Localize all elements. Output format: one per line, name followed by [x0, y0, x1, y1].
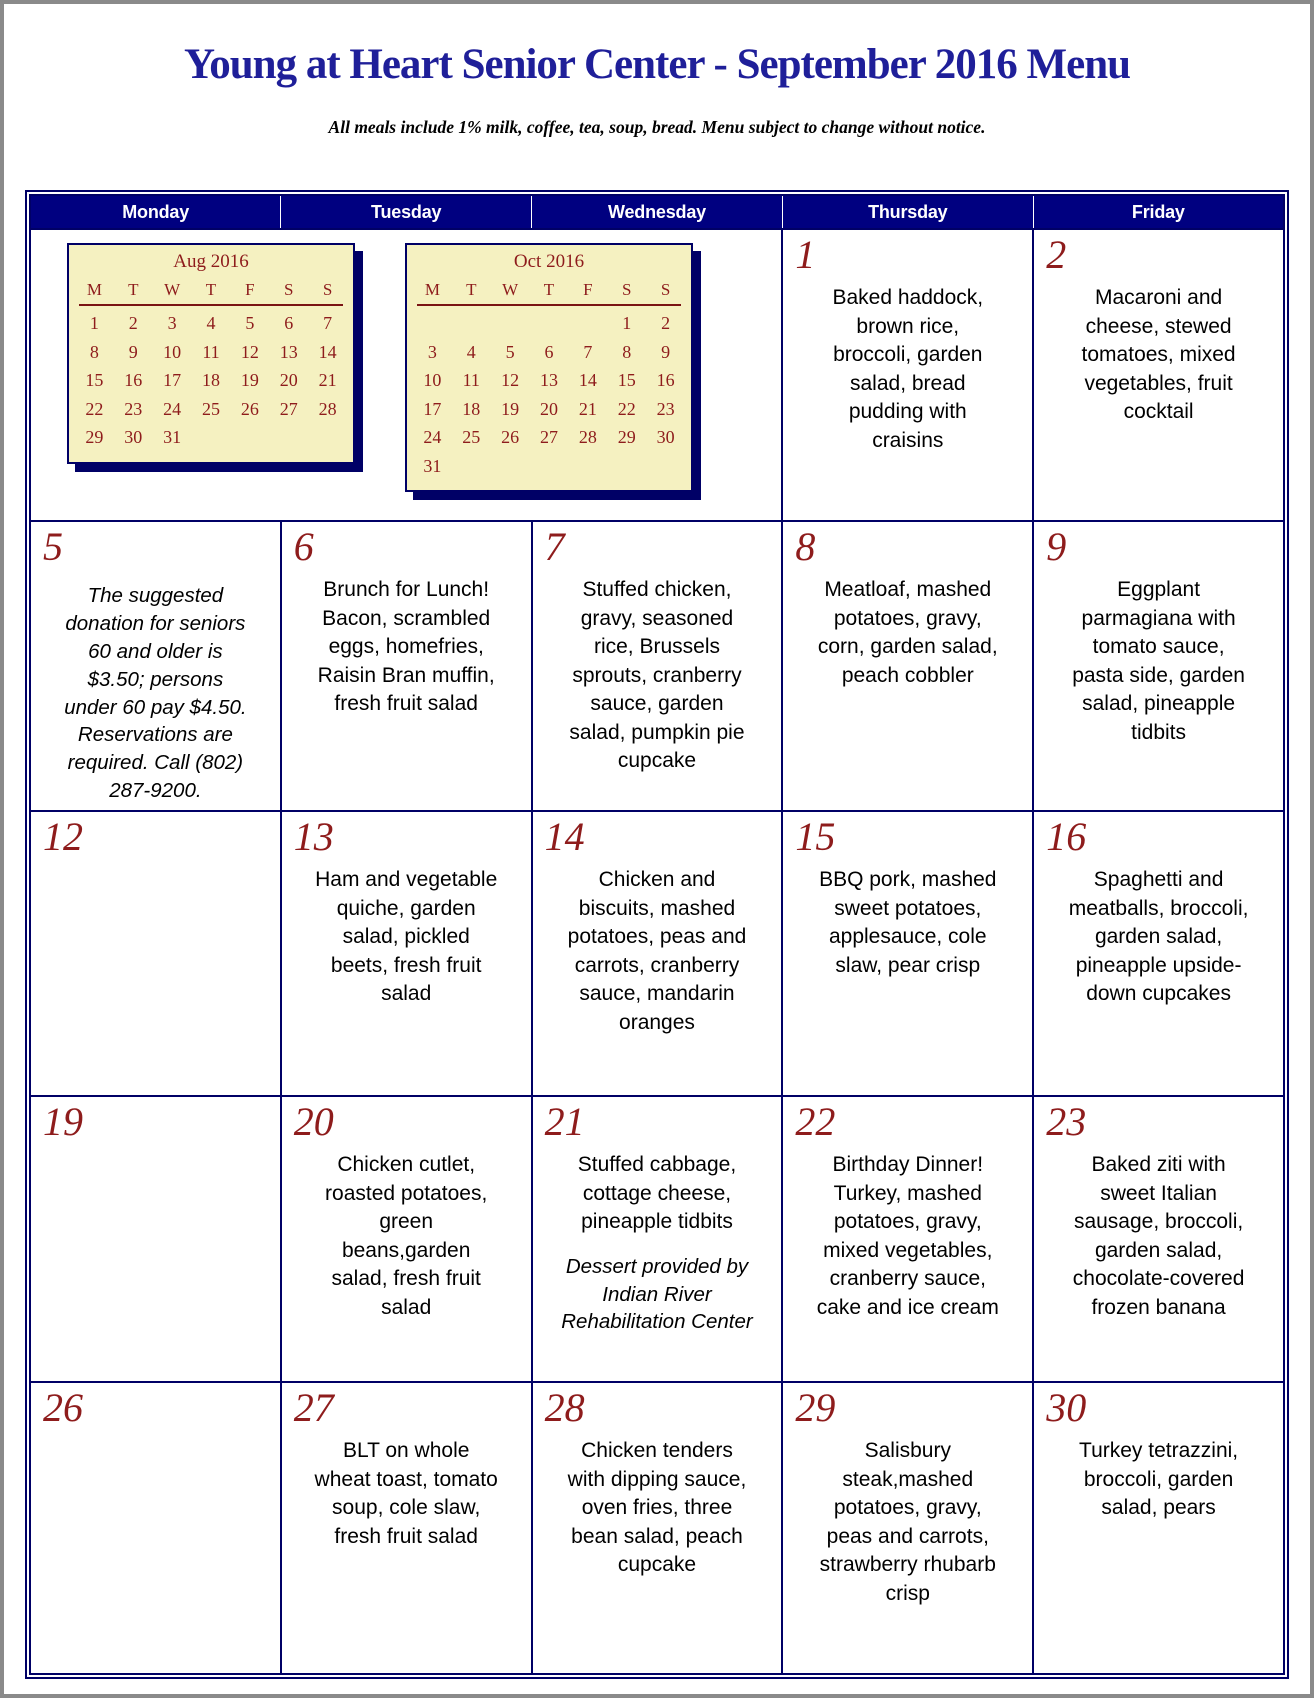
mini-calendar-day: 8: [622, 341, 632, 362]
weekday-header-wednesday: Wednesday: [532, 195, 783, 229]
mini-calendar-weekday-letter: F: [583, 280, 593, 299]
day-cell-5: [30, 521, 281, 811]
day-cell-28: [532, 1382, 783, 1674]
week-row-4: [30, 1096, 1284, 1382]
mini-calendar-day: 28: [578, 427, 597, 447]
mini-calendar-day: 29: [617, 427, 636, 447]
mini-calendar-title: Aug 2016: [173, 251, 249, 272]
day-number: 13: [293, 814, 334, 859]
day-cell-26: [30, 1382, 281, 1674]
day-menu: Ham and vegetable quiche, garden salad, pickled beets, fresh fruit salad: [315, 868, 498, 1006]
mini-calendar-day: 18: [462, 398, 481, 419]
mini-calendar-weekday-letter: S: [621, 280, 632, 299]
day-menu: Macaroni and cheese, stewed tomatoes, mixed vegetables, fruit cocktail: [1081, 286, 1236, 424]
day-number: 7: [544, 524, 565, 569]
day-menu: Chicken tenders with dipping sauce, oven fries, three bean salad, peach cupcake: [567, 1439, 747, 1577]
mini-calendar-day: [413, 309, 452, 338]
mini-calendar-weekday-letter: T: [205, 280, 217, 299]
day-menu: Birthday Dinner! Turkey, mashed potatoes, gravy, mixed vegetables, cranberry sauce, cake and ice cream: [816, 1153, 999, 1319]
day-menu: Salisbury steak,mashed potatoes, gravy, peas and carrots, strawberry rhubarb crisp: [819, 1439, 996, 1605]
day-number: 27: [293, 1385, 334, 1430]
mini-calendar-weekday-letters: [75, 277, 347, 303]
mini-calendar-day: 25: [462, 427, 481, 447]
mini-calendar-day: 23: [656, 398, 675, 419]
day-cell-9: [1033, 521, 1284, 811]
mini-calendar-day: 27: [539, 427, 558, 447]
mini-calendar-weekday-letter: F: [245, 280, 255, 299]
day-number: 19: [43, 1099, 83, 1144]
mini-calendar-day: 13: [539, 370, 558, 390]
mini-calendar-day: 14: [578, 370, 597, 390]
day-number: 22: [795, 1099, 836, 1144]
mini-calendar-day: 10: [163, 341, 182, 362]
mini-calendar-day: 21: [318, 370, 337, 390]
day-menu: Turkey tetrazzini, broccoli, garden salad, pears: [1079, 1439, 1239, 1520]
day-menu: BLT on whole wheat toast, tomato soup, cole slaw, fresh fruit salad: [314, 1439, 498, 1548]
mini-calendar-day: 6: [544, 341, 554, 362]
mini-calendar-weekday-letter: W: [502, 280, 519, 299]
day-number: 8: [795, 524, 816, 569]
mini-calendar-day: 5: [245, 313, 255, 333]
mini-calendar-day: 12: [240, 341, 259, 362]
mini-calendar-day: 7: [323, 313, 333, 333]
mini-calendar-day: 30: [656, 427, 675, 447]
mini-calendar-day: 7: [583, 341, 593, 362]
day-number: 29: [795, 1385, 836, 1430]
mini-calendar-weekday-letters: [413, 277, 685, 303]
mini-calendar-oct-2016: [405, 243, 693, 492]
mini-calendar-title: Oct 2016: [513, 251, 585, 272]
day-cell-19: [30, 1096, 281, 1382]
mini-calendar-day: 20: [279, 370, 298, 390]
mini-calendar-divider: [417, 304, 681, 306]
day-cell-2: [1033, 229, 1284, 521]
page-subtitle: All meals include 1% milk, coffee, tea, soup, bread. Menu subject to change without notice.: [328, 117, 986, 137]
day-cell-21: [532, 1096, 783, 1382]
mini-calendar-day: 22: [617, 398, 636, 419]
day-cell-1: [782, 229, 1033, 521]
mini-calendar-day: 12: [501, 370, 520, 390]
day-cell-27: [281, 1382, 532, 1674]
day-cell-8: [782, 521, 1033, 811]
mini-calendar-day: 9: [661, 341, 671, 362]
mini-calendars-cell: [30, 229, 782, 521]
mini-calendar-day: 10: [423, 370, 442, 390]
mini-calendar-divider: [79, 304, 343, 306]
mini-calendar-weekday-letter: T: [466, 280, 477, 299]
dessert-note: Dessert provided by Indian River Rehabilitation Center: [561, 1254, 753, 1334]
day-number: 21: [544, 1099, 585, 1144]
mini-calendar-day: 5: [505, 341, 515, 362]
mini-calendar-day: 11: [462, 370, 480, 390]
day-menu: Stuffed chicken, gravy, seasoned rice, Brussels sprouts, cranberry sauce, garden salad, pumpkin pie cupcake: [569, 578, 745, 773]
week-row-5: [30, 1382, 1284, 1674]
day-number: 12: [43, 814, 83, 859]
mini-calendar-day: 15: [617, 370, 636, 390]
mini-calendar-day: 26: [501, 427, 520, 447]
day-cell-13: [281, 811, 532, 1096]
mini-calendar-day: 20: [539, 398, 558, 419]
mini-calendar-day: 9: [128, 341, 138, 362]
day-number: 16: [1046, 814, 1087, 859]
day-number: 20: [293, 1099, 334, 1144]
weekday-header-monday: Monday: [30, 195, 281, 229]
weekday-header-friday: Friday: [1033, 195, 1284, 229]
day-cell-22: [782, 1096, 1033, 1382]
menu-calendar-table: [29, 194, 1285, 1675]
calendar-table-frame: [25, 190, 1289, 1679]
day-menu: Chicken and biscuits, mashed potatoes, peas and carrots, cranberry sauce, mandarin oranges: [567, 868, 747, 1034]
day-number: 9: [1046, 524, 1067, 569]
mini-calendar-day: 13: [279, 341, 298, 362]
mini-calendar-day: 25: [201, 398, 220, 419]
day-menu: Stuffed cabbage, cottage cheese, pineapple tidbits: [577, 1153, 737, 1234]
mini-calendar-day: 18: [201, 370, 220, 390]
mini-calendar-day: 6: [284, 313, 294, 333]
mini-calendar-day: 16: [124, 370, 143, 390]
day-number: 26: [43, 1385, 83, 1430]
day-cell-20: [281, 1096, 532, 1382]
mini-calendar-day: 2: [661, 313, 671, 333]
day-cell-23: [1033, 1096, 1284, 1382]
mini-calendar-day: 4: [206, 313, 216, 333]
day-number: 2: [1046, 232, 1067, 277]
day-number: 15: [795, 814, 836, 859]
day-menu: Eggplant parmagiana with tomato sauce, pasta side, garden salad, pineapple tidbits: [1072, 578, 1245, 744]
mini-calendar-day: 15: [85, 370, 104, 390]
day-number: 14: [544, 814, 585, 859]
mini-calendar-day: [568, 309, 607, 338]
mini-calendar-day: 28: [318, 398, 337, 419]
mini-calendar-day: 19: [240, 370, 259, 390]
weekday-header-row: [30, 195, 1284, 229]
mini-calendar-day: 30: [124, 427, 143, 447]
week-row-3: [30, 811, 1284, 1096]
mini-calendar-day: 17: [423, 398, 442, 419]
mini-calendar-weekday-letter: M: [86, 280, 102, 299]
day-cell-29: [782, 1382, 1033, 1674]
mini-calendar-day: 22: [85, 398, 104, 419]
week-row-2: [30, 521, 1284, 811]
weekday-header-thursday: Thursday: [782, 195, 1033, 229]
mini-calendar-day: [530, 309, 569, 338]
mini-calendar-day: 31: [163, 427, 182, 447]
mini-calendar-aug-2016: [67, 243, 355, 464]
day-menu: BBQ pork, mashed sweet potatoes, applesauce, cole slaw, pear crisp: [819, 868, 997, 977]
mini-calendar-day: 14: [318, 341, 337, 362]
mini-calendar-weekday-letter: S: [322, 280, 333, 299]
mini-calendar-day: 16: [656, 370, 675, 390]
day-cell-7: [532, 521, 783, 811]
mini-calendar-day: [491, 309, 530, 338]
mini-calendar-day: 29: [85, 427, 104, 447]
day-cell-15: [782, 811, 1033, 1096]
mini-calendar-day: 8: [89, 341, 99, 362]
mini-calendar-weekday-letter: W: [164, 280, 181, 299]
day-number: 1: [795, 232, 816, 277]
mini-calendar-day: 1: [622, 313, 632, 333]
mini-calendar-weekday-letter: T: [543, 280, 555, 299]
mini-calendar-day: 1: [89, 313, 99, 333]
mini-calendar-day: 17: [163, 370, 182, 390]
day-number: 6: [293, 524, 314, 569]
mini-calendar-day: 26: [240, 398, 259, 419]
mini-calendar-weekday-letter: T: [128, 280, 139, 299]
mini-calendar-day: 27: [279, 398, 298, 419]
mini-calendar-day: [452, 309, 491, 338]
mini-calendar-weekday-letter: S: [283, 280, 294, 299]
mini-calendar-day: 31: [423, 455, 442, 476]
day-cell-30: [1033, 1382, 1284, 1674]
mini-calendar-day: 23: [124, 398, 143, 419]
mini-calendar-day-grid: [413, 309, 685, 480]
mini-calendar-day: 3: [427, 341, 437, 362]
mini-calendar-day: 11: [202, 341, 220, 362]
day-number: 5: [43, 524, 63, 569]
mini-calendar-day: 24: [423, 427, 442, 447]
mini-calendar-day-grid: [75, 309, 347, 452]
donation-note: The suggested donation for seniors 60 and older is $3.50; persons under 60 pay $4.50. Reservations are required. Call (802) 287-9200.: [64, 584, 247, 803]
day-number: 30: [1046, 1385, 1087, 1430]
day-menu: Baked haddock, brown rice, broccoli, garden salad, bread pudding with craisins: [832, 286, 984, 452]
day-menu: Baked ziti with sweet Italian sausage, broccoli, garden salad, chocolate-covered frozen banana: [1072, 1153, 1245, 1319]
mini-calendar-day: 21: [578, 398, 597, 419]
day-menu: Chicken cutlet, roasted potatoes, green beans,garden salad, fresh fruit salad: [325, 1153, 488, 1319]
day-cell-12: [30, 811, 281, 1096]
mini-calendar-weekday-letter: M: [424, 280, 440, 299]
mini-calendar-day: 4: [466, 341, 476, 362]
day-menu: Spaghetti and meatballs, broccoli, garden salad, pineapple upside-down cupcakes: [1068, 868, 1249, 1006]
page-title: Young at Heart Senior Center - September 2016 Menu: [183, 41, 1131, 88]
mini-calendar-day: 19: [501, 398, 520, 419]
day-cell-16: [1033, 811, 1284, 1096]
mini-calendar-weekday-letter: S: [660, 280, 671, 299]
day-cell-6: [281, 521, 532, 811]
day-menu: Brunch for Lunch! Bacon, scrambled eggs, homefries, Raisin Bran muffin, fresh fruit salad: [317, 578, 495, 716]
day-number: 23: [1046, 1099, 1087, 1144]
day-cell-14: [532, 811, 783, 1096]
day-number: 28: [544, 1385, 585, 1430]
weekday-header-tuesday: Tuesday: [281, 195, 532, 229]
mini-calendar-day: 24: [163, 398, 182, 419]
week-row-1: [30, 229, 1284, 521]
mini-calendar-day: 3: [167, 313, 177, 333]
day-menu: Meatloaf, mashed potatoes, gravy, corn, garden salad, peach cobbler: [817, 578, 998, 687]
mini-calendar-day: 2: [128, 313, 138, 333]
